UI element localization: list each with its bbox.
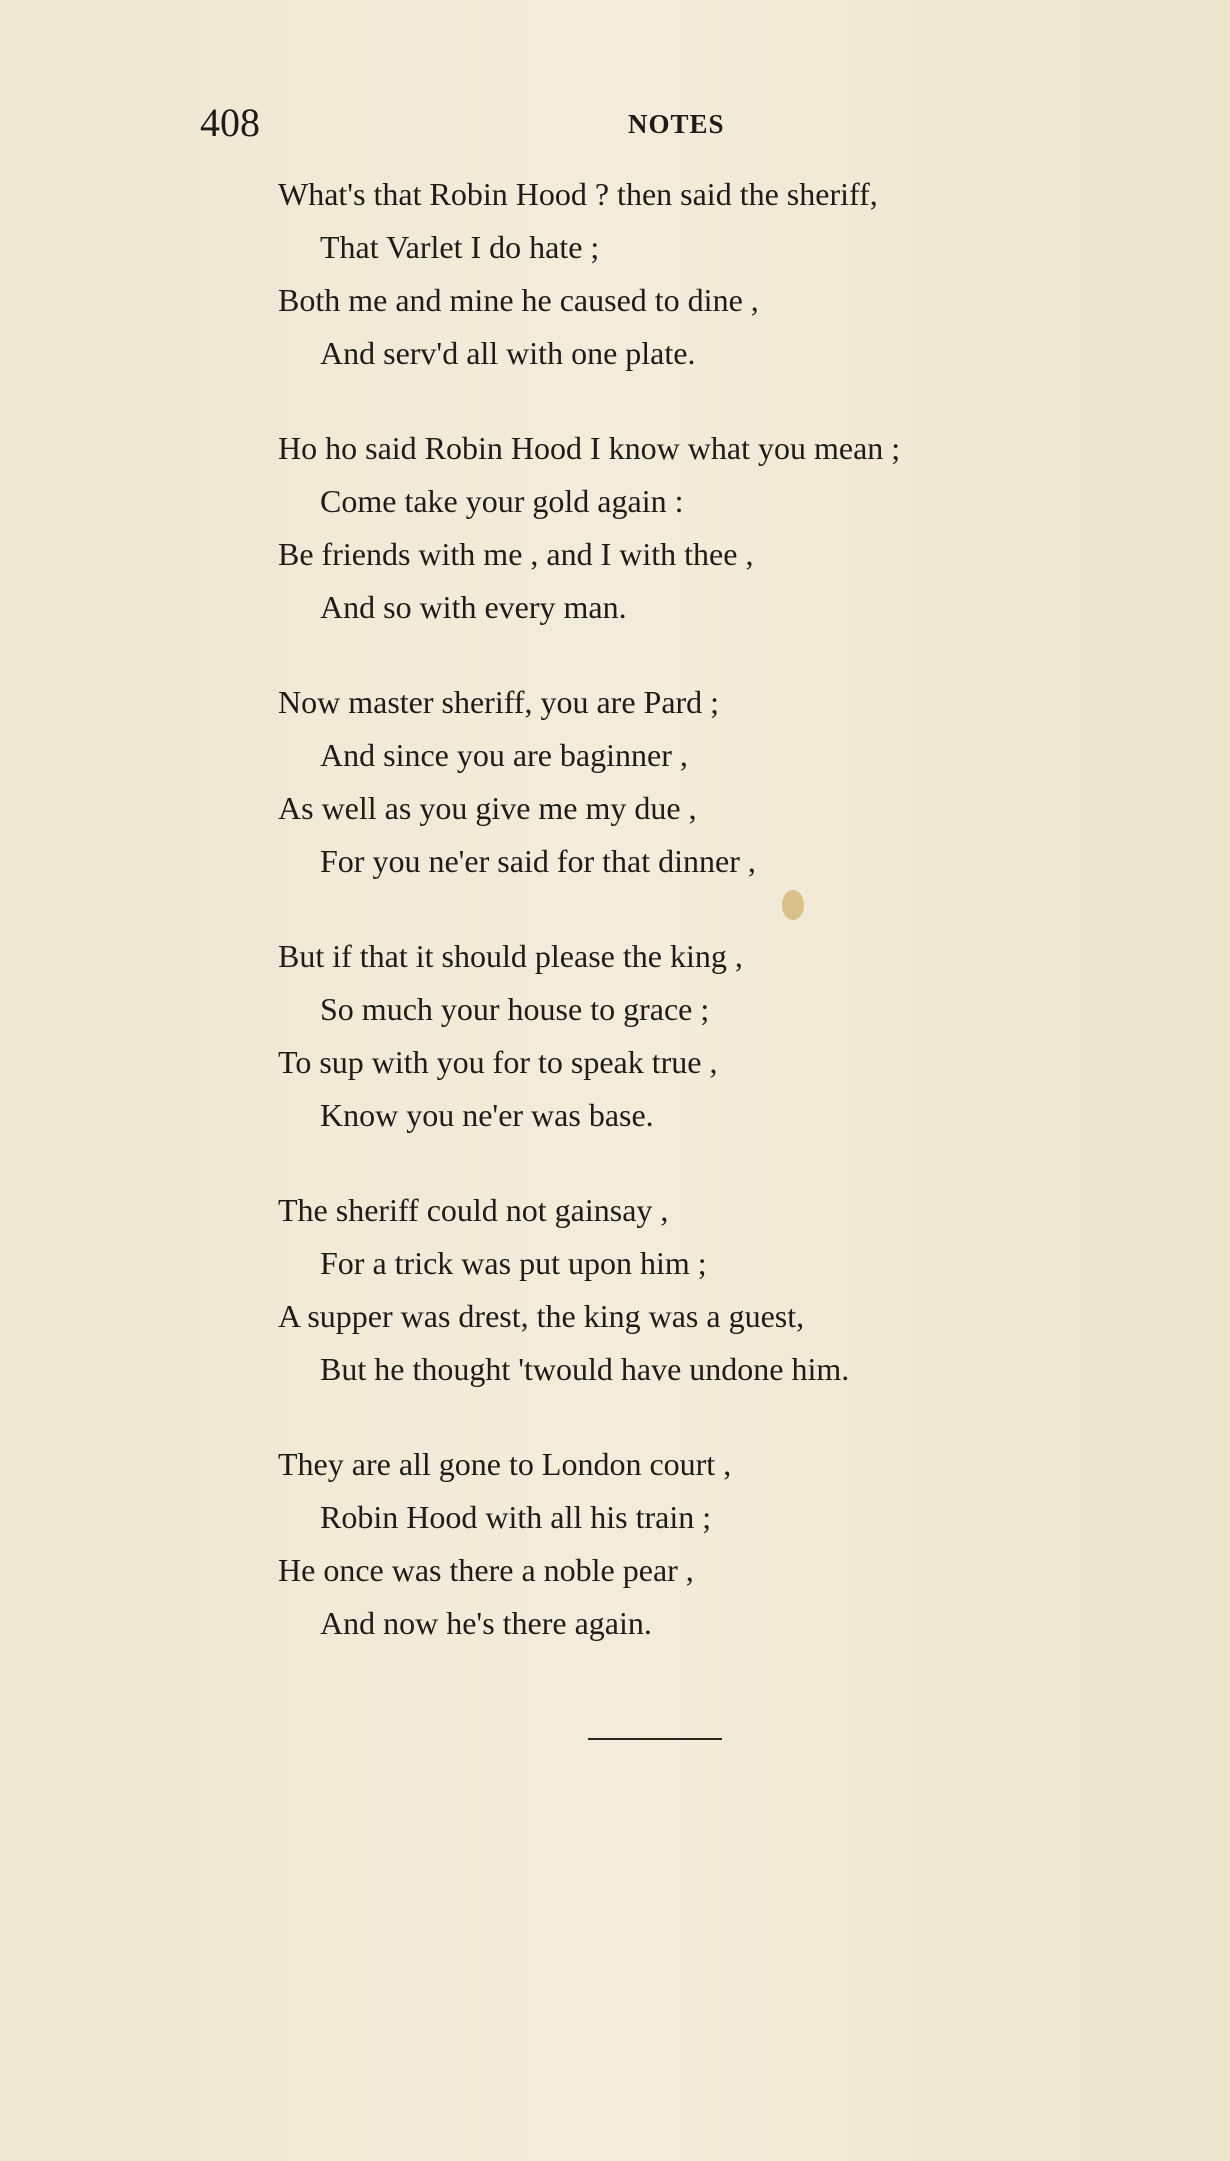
page-header <box>200 98 1100 148</box>
end-rule <box>588 1738 722 1740</box>
poem-line: What's that Robin Hood ? then said the sheriff, <box>278 176 878 212</box>
poem-line: For you ne'er said for that dinner , <box>320 843 756 879</box>
poem-line: For a trick was put upon him ; <box>320 1245 707 1281</box>
poem-line: A supper was drest, the king was a guest, <box>278 1298 805 1334</box>
poem-line: Both me and mine he caused to dine , <box>278 282 759 318</box>
poem-line: The sheriff could not gainsay , <box>278 1192 669 1228</box>
poem-line: Now master sheriff, you are Pard ; <box>278 684 720 720</box>
poem-line: He once was there a noble pear , <box>278 1552 694 1588</box>
foxing-stain <box>782 890 804 920</box>
stanza <box>0 422 1230 634</box>
poem-line: Robin Hood with all his train ; <box>320 1499 712 1535</box>
poem-line: Be friends with me , and I with thee , <box>278 536 754 572</box>
stanza <box>0 930 1230 1142</box>
poem-line: But if that it should please the king , <box>278 938 743 974</box>
poem-line: And serv'd all with one plate. <box>320 335 696 371</box>
poem-line: They are all gone to London court , <box>278 1446 732 1482</box>
stanza <box>0 1438 1230 1650</box>
poem-line: And so with every man. <box>320 589 627 625</box>
stanza <box>0 1184 1230 1396</box>
page-number: 408 <box>200 100 260 145</box>
poem-line: Know you ne'er was base. <box>320 1097 654 1133</box>
poem-line: So much your house to grace ; <box>320 991 710 1027</box>
stanza <box>0 676 1230 888</box>
stanza <box>0 168 1230 380</box>
poem-line: Come take your gold again : <box>320 483 684 519</box>
poem-line: To sup with you for to speak true , <box>278 1044 718 1080</box>
poem-line: That Varlet I do hate ; <box>320 229 600 265</box>
poem-line: Ho ho said Robin Hood I know what you mean ; <box>278 430 901 466</box>
poem-line: As well as you give me my due , <box>278 790 697 826</box>
poem-line: But he thought 'twould have undone him. <box>320 1351 850 1387</box>
running-head: NOTES <box>628 109 725 139</box>
poem-line: And now he's there again. <box>320 1605 652 1641</box>
poem-line: And since you are baginner , <box>320 737 688 773</box>
poem <box>0 168 1230 1692</box>
